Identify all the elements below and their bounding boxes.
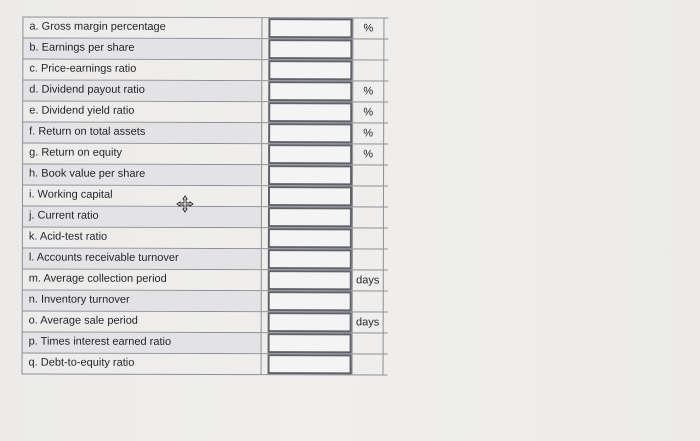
unit-label: [352, 354, 384, 374]
unit-label: [352, 228, 384, 248]
unit-label: %: [352, 18, 384, 38]
answer-input[interactable]: [268, 249, 352, 269]
table-row: [22, 354, 388, 376]
ratio-label: c. Price-earnings ratio: [22, 60, 262, 81]
answer-input[interactable]: [268, 102, 352, 122]
unit-label: %: [352, 144, 384, 164]
table-row: [22, 144, 388, 166]
table-row: [22, 291, 388, 313]
table-row: [22, 39, 388, 61]
answer-input[interactable]: [268, 186, 352, 206]
ratio-label: i. Working capital: [22, 186, 262, 207]
answer-input[interactable]: [268, 165, 352, 185]
unit-label: [352, 39, 384, 59]
ratio-label: k. Acid-test ratio: [22, 228, 262, 249]
ratio-label: o. Average sale period: [22, 312, 262, 333]
ratio-label: g. Return on equity: [22, 144, 262, 165]
answer-input[interactable]: [268, 39, 352, 59]
unit-label: [352, 207, 384, 227]
ratio-label: l. Accounts receivable turnover: [22, 249, 262, 270]
answer-input[interactable]: [268, 228, 352, 248]
answer-input[interactable]: [268, 291, 352, 311]
answer-input[interactable]: [268, 60, 352, 80]
ratios-answer-table: [22, 17, 389, 376]
answer-input[interactable]: [268, 144, 352, 164]
answer-input[interactable]: [268, 270, 352, 290]
table-row: [22, 333, 388, 355]
ratio-label: f. Return on total assets: [22, 123, 262, 144]
table-row: [22, 270, 388, 292]
table-row: [22, 249, 388, 271]
table-row: [22, 102, 388, 124]
unit-label: [352, 186, 384, 206]
ratio-label: h. Book value per share: [22, 165, 262, 186]
answer-input[interactable]: [268, 123, 352, 143]
table-row: [22, 207, 388, 229]
table-row: [22, 17, 388, 40]
ratio-label: n. Inventory turnover: [22, 291, 262, 312]
ratio-label: b. Earnings per share: [22, 39, 262, 60]
ratio-label: e. Dividend yield ratio: [22, 102, 262, 123]
ratio-label: j. Current ratio: [22, 207, 262, 228]
ratio-label: m. Average collection period: [22, 270, 262, 291]
unit-label: days: [352, 312, 384, 332]
table-row: [22, 228, 388, 250]
unit-label: [352, 60, 384, 80]
answer-input[interactable]: [268, 312, 352, 332]
answer-input[interactable]: [268, 207, 352, 227]
unit-label: %: [352, 102, 384, 122]
unit-label: [352, 291, 384, 311]
unit-label: [352, 333, 384, 353]
table-row: [22, 312, 388, 334]
unit-label: days: [352, 270, 384, 290]
ratio-label: q. Debt-to-equity ratio: [22, 354, 262, 375]
ratio-label: a. Gross margin percentage: [22, 18, 262, 39]
table-row: [22, 186, 388, 208]
answer-input[interactable]: [268, 354, 352, 374]
unit-label: %: [352, 81, 384, 101]
table-row: [22, 165, 388, 187]
ratio-label: p. Times interest earned ratio: [22, 333, 262, 354]
table-row: [22, 60, 388, 82]
answer-input[interactable]: [268, 81, 352, 101]
unit-label: [352, 165, 384, 185]
table-row: [22, 81, 388, 103]
ratio-label: d. Dividend payout ratio: [22, 81, 262, 102]
answer-input[interactable]: [268, 18, 352, 38]
unit-label: %: [352, 123, 384, 143]
table-row: [22, 123, 388, 145]
unit-label: [352, 249, 384, 269]
answer-input[interactable]: [268, 333, 352, 353]
move-cursor-icon: [176, 195, 194, 213]
